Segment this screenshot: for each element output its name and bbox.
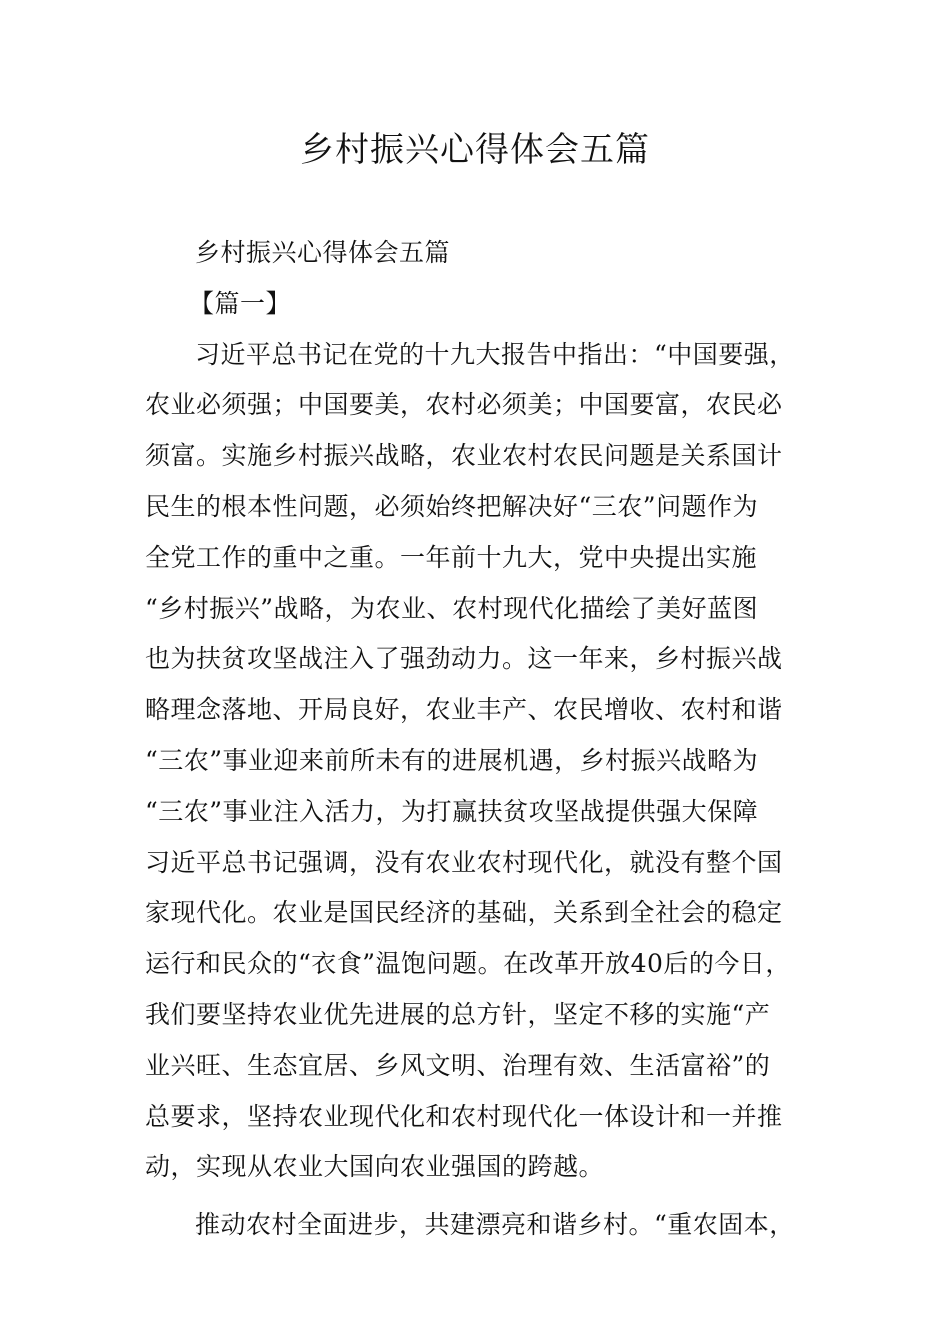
paragraph-line: 总要求，坚持农业现代化和农村现代化一体设计和一并推	[145, 1101, 783, 1131]
paragraph-line: 略理念落地、开局良好，农业丰产、农民增收、农村和谐	[145, 695, 783, 725]
paragraph-line: 推动农村全面进步，共建漂亮和谐乡村。“重农固本，	[195, 1210, 795, 1240]
document-title: 乡村振兴心得体会五篇	[300, 130, 650, 170]
paragraph-line: 我们要坚持农业优先进展的总方针，坚定不移的实施“产	[145, 999, 771, 1029]
paragraph-line: 民生的根本性问题，必须始终把解决好“三农”问题作为	[145, 491, 759, 521]
paragraph-line: 农业必须强；中国要美，农村必须美；中国要富，农民必	[145, 390, 783, 420]
paragraph-line: 也为扶贫攻坚战注入了强劲动力。这一年来，乡村振兴战	[145, 644, 783, 674]
subtitle: 乡村振兴心得体会五篇	[195, 238, 451, 267]
document-body	[145, 228, 825, 1251]
paragraph-line: 须富。实施乡村振兴战略，农业农村农民问题是关系国计	[145, 441, 783, 471]
paragraph-line: “乡村振兴”战略，为农业、农村现代化描绘了美好蓝图	[145, 593, 759, 623]
paragraph-line: 家现代化。农业是国民经济的基础，关系到全社会的稳定	[145, 898, 783, 928]
section-label: 【篇一】	[189, 288, 292, 318]
paragraph-2	[145, 1200, 825, 1251]
paragraph-1	[145, 330, 825, 1194]
paragraph-line: 习近平总书记在党的十九大报告中指出：“中国要强，	[195, 339, 795, 369]
paragraph-line: “三农”事业注入活力，为打赢扶贫攻坚战提供强大保障	[145, 796, 759, 826]
paragraph-line: 运行和民众的“衣食”温饱问题。在改革开放40后的今日，	[145, 949, 791, 979]
paragraph-line: “三农”事业迎来前所未有的进展机遇，乡村振兴战略为	[145, 745, 759, 775]
paragraph-line: 全党工作的重中之重。一年前十九大，党中央提出实施	[145, 542, 758, 572]
paragraph-line: 动，实现从农业大国向农业强国的跨越。	[145, 1152, 605, 1182]
paragraph-line: 习近平总书记强调，没有农业农村现代化，就没有整个国	[145, 847, 783, 877]
paragraph-line: 业兴旺、生态宜居、乡风文明、治理有效、生活富裕”的	[145, 1050, 771, 1080]
